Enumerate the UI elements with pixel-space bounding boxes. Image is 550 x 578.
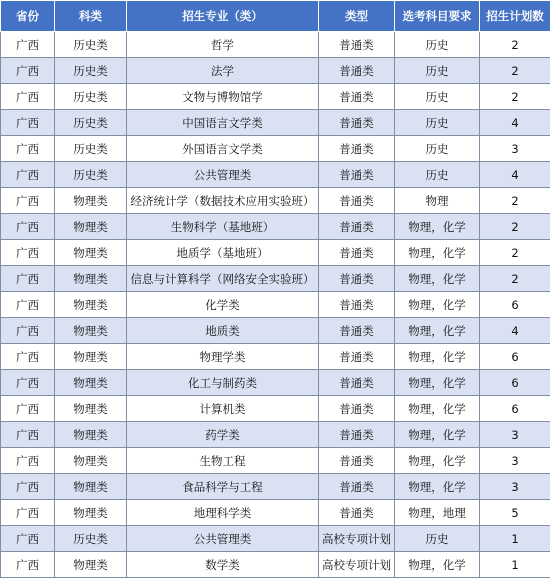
plan-count-cell: 4 — [480, 318, 550, 344]
subject-category-cell: 历史类 — [55, 162, 127, 188]
required-subjects-cell: 历史 — [395, 32, 480, 58]
required-subjects-cell: 物理，化学 — [395, 214, 480, 240]
plan-count-cell: 6 — [480, 292, 550, 318]
province-cell: 广西 — [1, 422, 55, 448]
plan-count-cell: 2 — [480, 84, 550, 110]
column-header-plan-count: 招生计划数 — [480, 1, 550, 32]
required-subjects-cell: 物理，化学 — [395, 344, 480, 370]
province-cell: 广西 — [1, 292, 55, 318]
province-cell: 广西 — [1, 318, 55, 344]
plan-count-cell: 2 — [480, 32, 550, 58]
subject-category-cell: 物理类 — [55, 370, 127, 396]
province-cell: 广西 — [1, 370, 55, 396]
table-row — [1, 448, 550, 474]
subject-category-cell: 物理类 — [55, 188, 127, 214]
required-subjects-cell: 物理，化学 — [395, 240, 480, 266]
province-cell: 广西 — [1, 214, 55, 240]
plan-count-cell: 6 — [480, 344, 550, 370]
column-header-subject-category: 科类 — [55, 1, 127, 32]
major-cell: 经济统计学（数据技术应用实验班） — [127, 188, 319, 214]
table-row — [1, 396, 550, 422]
column-header-major: 招生专业（类） — [127, 1, 319, 32]
type-cell: 普通类 — [319, 58, 395, 84]
type-cell: 普通类 — [319, 422, 395, 448]
column-header-province: 省份 — [1, 1, 55, 32]
major-cell: 化学类 — [127, 292, 319, 318]
required-subjects-cell: 历史 — [395, 58, 480, 84]
major-cell: 信息与计算科学（网络安全实验班） — [127, 266, 319, 292]
required-subjects-cell: 历史 — [395, 162, 480, 188]
table-row — [1, 214, 550, 240]
column-header-type: 类型 — [319, 1, 395, 32]
major-cell: 地理科学类 — [127, 500, 319, 526]
type-cell: 高校专项计划 — [319, 526, 395, 552]
province-cell: 广西 — [1, 136, 55, 162]
major-cell: 药学类 — [127, 422, 319, 448]
required-subjects-cell: 物理，化学 — [395, 292, 480, 318]
plan-count-cell: 4 — [480, 162, 550, 188]
table-body — [1, 32, 550, 578]
subject-category-cell: 物理类 — [55, 318, 127, 344]
province-cell: 广西 — [1, 188, 55, 214]
type-cell: 普通类 — [319, 32, 395, 58]
type-cell: 普通类 — [319, 84, 395, 110]
type-cell: 普通类 — [319, 448, 395, 474]
table-row — [1, 188, 550, 214]
subject-category-cell: 物理类 — [55, 292, 127, 318]
province-cell: 广西 — [1, 266, 55, 292]
type-cell: 普通类 — [319, 370, 395, 396]
table-row — [1, 266, 550, 292]
required-subjects-cell: 物理，地理 — [395, 500, 480, 526]
subject-category-cell: 物理类 — [55, 500, 127, 526]
required-subjects-cell: 历史 — [395, 136, 480, 162]
table-row — [1, 240, 550, 266]
required-subjects-cell: 物理，化学 — [395, 552, 480, 578]
table-row — [1, 58, 550, 84]
table-row — [1, 344, 550, 370]
major-cell: 计算机类 — [127, 396, 319, 422]
major-cell: 生物科学（基地班） — [127, 214, 319, 240]
province-cell: 广西 — [1, 552, 55, 578]
type-cell: 普通类 — [319, 474, 395, 500]
type-cell: 普通类 — [319, 110, 395, 136]
subject-category-cell: 物理类 — [55, 214, 127, 240]
type-cell: 普通类 — [319, 292, 395, 318]
type-cell: 高校专项计划 — [319, 552, 395, 578]
subject-category-cell: 物理类 — [55, 448, 127, 474]
table-row — [1, 526, 550, 552]
required-subjects-cell: 历史 — [395, 526, 480, 552]
required-subjects-cell: 物理，化学 — [395, 318, 480, 344]
table-row — [1, 110, 550, 136]
subject-category-cell: 物理类 — [55, 552, 127, 578]
table-row — [1, 84, 550, 110]
header-row — [1, 1, 550, 32]
table-row — [1, 162, 550, 188]
plan-count-cell: 6 — [480, 370, 550, 396]
table-header — [1, 1, 550, 32]
required-subjects-cell: 物理，化学 — [395, 266, 480, 292]
major-cell: 食品科学与工程 — [127, 474, 319, 500]
plan-count-cell: 3 — [480, 422, 550, 448]
plan-count-cell: 1 — [480, 552, 550, 578]
required-subjects-cell: 物理，化学 — [395, 448, 480, 474]
type-cell: 普通类 — [319, 188, 395, 214]
plan-count-cell: 1 — [480, 526, 550, 552]
major-cell: 地质类 — [127, 318, 319, 344]
province-cell: 广西 — [1, 396, 55, 422]
major-cell: 化工与制药类 — [127, 370, 319, 396]
subject-category-cell: 物理类 — [55, 422, 127, 448]
required-subjects-cell: 物理 — [395, 188, 480, 214]
province-cell: 广西 — [1, 344, 55, 370]
major-cell: 公共管理类 — [127, 162, 319, 188]
table-row — [1, 422, 550, 448]
subject-category-cell: 物理类 — [55, 344, 127, 370]
major-cell: 哲学 — [127, 32, 319, 58]
type-cell: 普通类 — [319, 162, 395, 188]
required-subjects-cell: 物理，化学 — [395, 370, 480, 396]
province-cell: 广西 — [1, 474, 55, 500]
subject-category-cell: 历史类 — [55, 136, 127, 162]
province-cell: 广西 — [1, 526, 55, 552]
plan-count-cell: 2 — [480, 58, 550, 84]
required-subjects-cell: 历史 — [395, 84, 480, 110]
table-row — [1, 136, 550, 162]
province-cell: 广西 — [1, 500, 55, 526]
required-subjects-cell: 物理，化学 — [395, 422, 480, 448]
province-cell: 广西 — [1, 162, 55, 188]
major-cell: 地质学（基地班） — [127, 240, 319, 266]
type-cell: 普通类 — [319, 344, 395, 370]
type-cell: 普通类 — [319, 266, 395, 292]
subject-category-cell: 历史类 — [55, 32, 127, 58]
subject-category-cell: 物理类 — [55, 396, 127, 422]
plan-count-cell: 2 — [480, 188, 550, 214]
major-cell: 生物工程 — [127, 448, 319, 474]
plan-count-cell: 5 — [480, 500, 550, 526]
required-subjects-cell: 物理，化学 — [395, 474, 480, 500]
table-row — [1, 552, 550, 578]
subject-category-cell: 物理类 — [55, 474, 127, 500]
province-cell: 广西 — [1, 32, 55, 58]
province-cell: 广西 — [1, 448, 55, 474]
table-row — [1, 500, 550, 526]
subject-category-cell: 历史类 — [55, 526, 127, 552]
table-row — [1, 318, 550, 344]
major-cell: 数学类 — [127, 552, 319, 578]
table-row — [1, 474, 550, 500]
table-row — [1, 370, 550, 396]
province-cell: 广西 — [1, 240, 55, 266]
major-cell: 中国语言文学类 — [127, 110, 319, 136]
type-cell: 普通类 — [319, 396, 395, 422]
plan-count-cell: 3 — [480, 474, 550, 500]
type-cell: 普通类 — [319, 500, 395, 526]
province-cell: 广西 — [1, 84, 55, 110]
table-row — [1, 292, 550, 318]
plan-count-cell: 4 — [480, 110, 550, 136]
subject-category-cell: 物理类 — [55, 266, 127, 292]
type-cell: 普通类 — [319, 318, 395, 344]
major-cell: 法学 — [127, 58, 319, 84]
major-cell: 物理学类 — [127, 344, 319, 370]
table-row — [1, 32, 550, 58]
plan-count-cell: 6 — [480, 396, 550, 422]
major-cell: 公共管理类 — [127, 526, 319, 552]
required-subjects-cell: 历史 — [395, 110, 480, 136]
plan-count-cell: 2 — [480, 266, 550, 292]
subject-category-cell: 历史类 — [55, 110, 127, 136]
column-header-required-subjects: 选考科目要求 — [395, 1, 480, 32]
province-cell: 广西 — [1, 110, 55, 136]
major-cell: 外国语言文学类 — [127, 136, 319, 162]
subject-category-cell: 历史类 — [55, 84, 127, 110]
subject-category-cell: 物理类 — [55, 240, 127, 266]
type-cell: 普通类 — [319, 240, 395, 266]
plan-count-cell: 2 — [480, 214, 550, 240]
plan-count-cell: 3 — [480, 448, 550, 474]
province-cell: 广西 — [1, 58, 55, 84]
type-cell: 普通类 — [319, 136, 395, 162]
plan-count-cell: 3 — [480, 136, 550, 162]
required-subjects-cell: 物理，化学 — [395, 396, 480, 422]
type-cell: 普通类 — [319, 214, 395, 240]
plan-count-cell: 2 — [480, 240, 550, 266]
subject-category-cell: 历史类 — [55, 58, 127, 84]
major-cell: 文物与博物馆学 — [127, 84, 319, 110]
